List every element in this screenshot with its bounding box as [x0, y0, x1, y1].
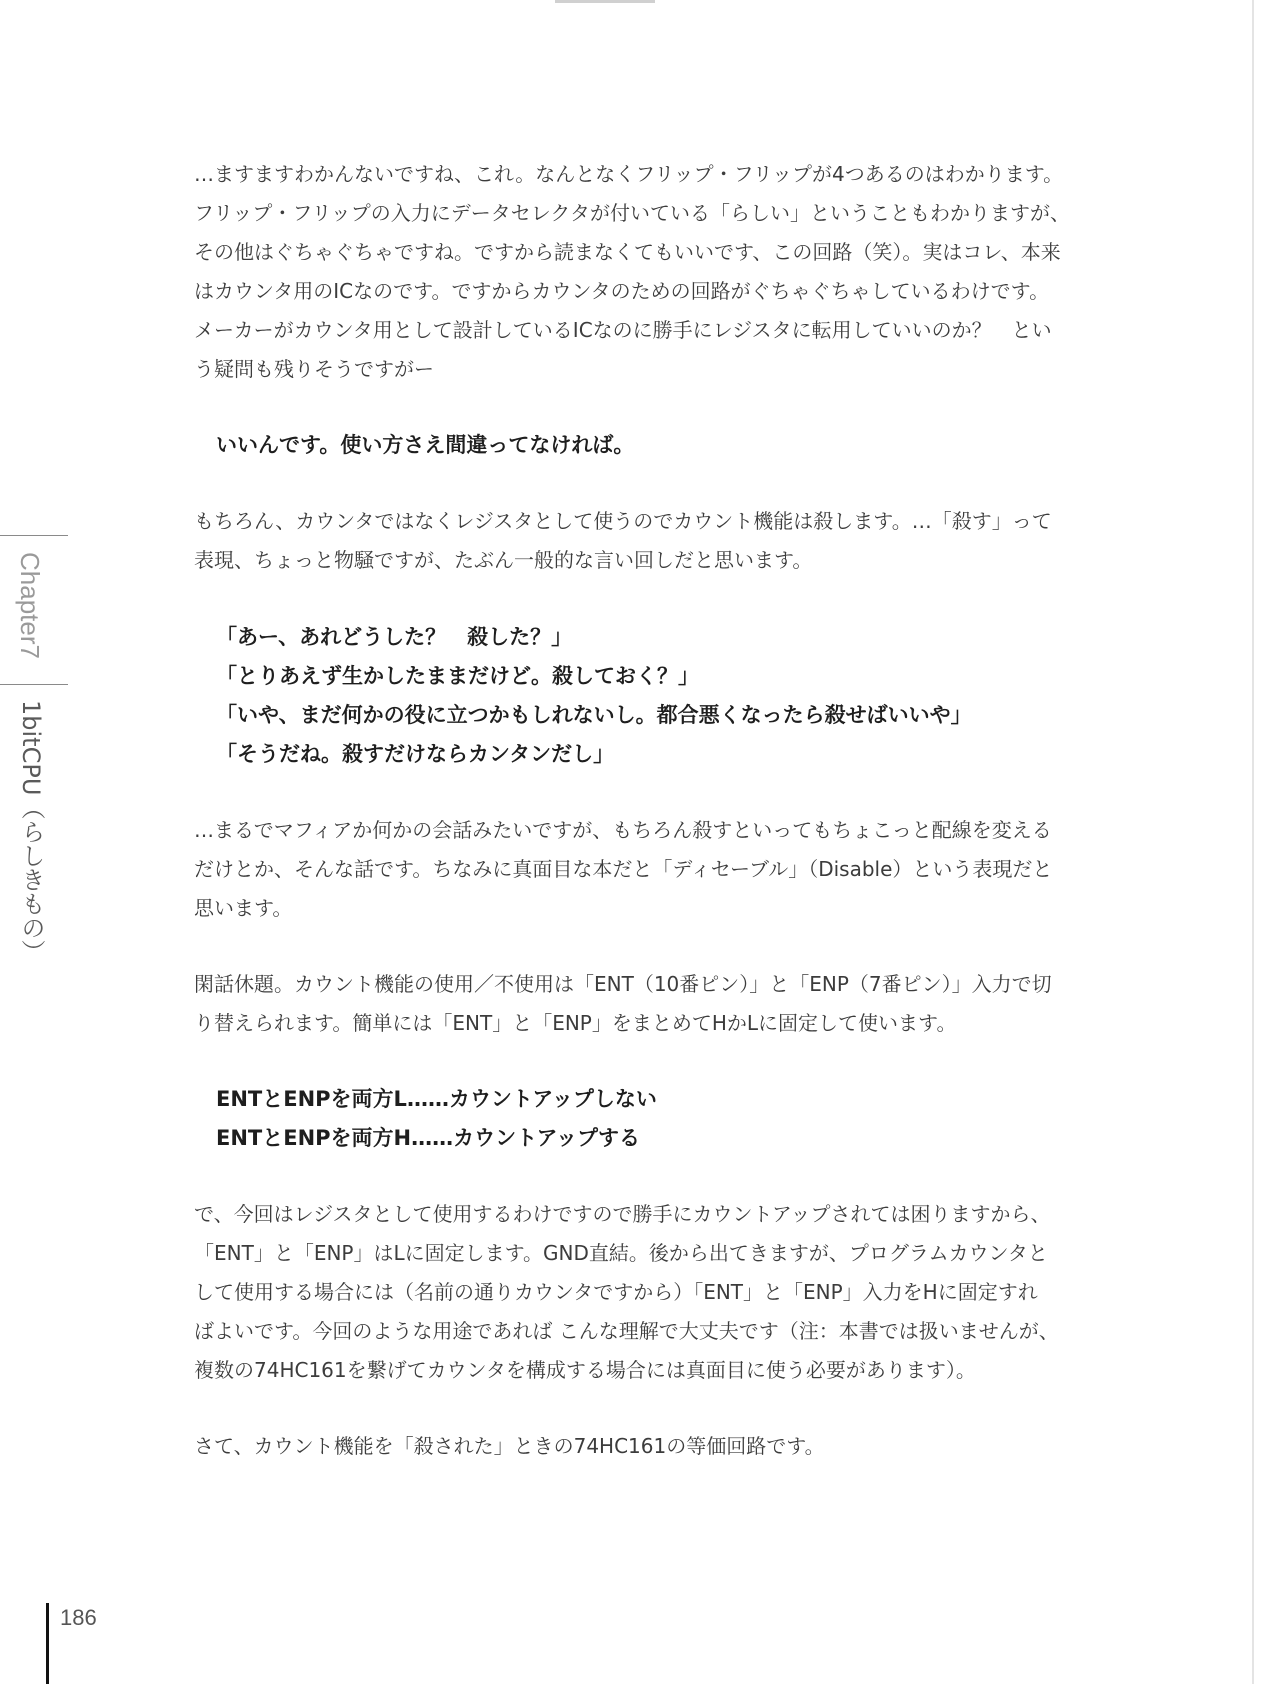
top-edge-mark [555, 0, 655, 3]
text-line: メーカーがカウンタ用として設計しているICなのに勝手にレジスタに転用していいのか？ とい [194, 318, 1052, 342]
page-number-rule [46, 1603, 49, 1684]
text-line: はカウンタ用のICなのです。ですからカウンタのための回路がぐちゃぐちゃしているわけです。 [194, 279, 1050, 303]
rule-line: ENTとENPを両方L……カウントアップしない [216, 1087, 657, 1111]
text-line: り替えられます。簡単には「ENT」と「ENP」をまとめてHかLに固定して使います。 [194, 1011, 957, 1035]
rule-line: ENTとENPを両方H……カウントアップする [216, 1126, 641, 1150]
paragraph-4 [194, 965, 1139, 1043]
text-line: して使用する場合には（名前の通りカウンタですから）「ENT」と「ENP」入力をHに固定すれ [194, 1280, 1038, 1304]
text-line: 「ENT」と「ENP」はLに固定します。GND直結。後から出てきますが、プログラムカウンタと [194, 1241, 1048, 1265]
dialogue-block [194, 618, 1139, 774]
paragraph-1 [194, 155, 1139, 389]
text-line: だけとか、そんな話です。ちなみに真面目な本だと「ディセーブル」（Disable）という表現だと [194, 857, 1053, 881]
main-text [194, 155, 1139, 1466]
text-line: …ますますわかんないですね、これ。なんとなくフリップ・フリップが4つあるのはわかります。 [194, 162, 1064, 186]
text-line: ばよいです。今回のような用途であれば こんな理解で大丈夫です（注：本書では扱いませんが、 [194, 1319, 1059, 1343]
side-rule-middle [0, 684, 68, 685]
dialogue-line: 「あー、あれどうした？ 殺した？」 [216, 625, 573, 649]
dialogue-line: 「そうだね。殺すだけならカンタンだし」 [216, 742, 615, 766]
page-edge [1252, 0, 1254, 1684]
text-line: 閑話休題。カウント機能の使用／不使用は「ENT（10番ピン）」と「ENP（7番ピン）」入力で切 [194, 972, 1052, 996]
emphasis-statement [194, 426, 1139, 465]
text-line: もちろん、カウンタではなくレジスタとして使うのでカウント機能は殺します。…「殺す」って [194, 509, 1052, 533]
text-line: 思います。 [194, 896, 293, 920]
text-line: さて、カウント機能を「殺された」ときの74HC161の等価回路です。 [194, 1434, 825, 1458]
emphasis-line: いいんです。使い方さえ間違ってなければ。 [216, 433, 635, 457]
chapter-title: 1bitCPU（らしきもの） [17, 700, 45, 964]
paragraph-6 [194, 1427, 1139, 1466]
dialogue-line: 「いや、まだ何かの役に立つかもしれないし。都合悪くなったら殺せばいいや」 [216, 703, 972, 727]
text-line: 複数の74HC161を繋げてカウンタを構成する場合には真面目に使う必要があります）。 [194, 1358, 976, 1382]
paragraph-3 [194, 811, 1139, 928]
dialogue-line: 「とりあえず生かしたままだけど。殺しておく？」 [216, 664, 699, 688]
text-line: う疑問も残りそうですがー [194, 357, 434, 381]
paragraph-2 [194, 502, 1139, 580]
text-line: で、今回はレジスタとして使用するわけですので勝手にカウントアップされては困りますから、 [194, 1202, 1051, 1226]
page-number: 186 [60, 1605, 97, 1630]
text-line: …まるでマフィアか何かの会話みたいですが、もちろん殺すといってもちょこっと配線を変える [194, 818, 1052, 842]
text-line: 表現、ちょっと物騒ですが、たぶん一般的な言い回しだと思います。 [194, 548, 813, 572]
paragraph-5 [194, 1195, 1139, 1390]
chapter-label: Chapter7 [15, 552, 45, 659]
rules-block [194, 1080, 1139, 1158]
side-rule-top [0, 535, 68, 536]
text-line: フリップ・フリップの入力にデータセレクタが付いている「らしい」ということもわかりますが、 [194, 201, 1070, 225]
text-line: その他はぐちゃぐちゃですね。ですから読まなくてもいいです、この回路（笑）。実はコレ、本来 [194, 240, 1061, 264]
